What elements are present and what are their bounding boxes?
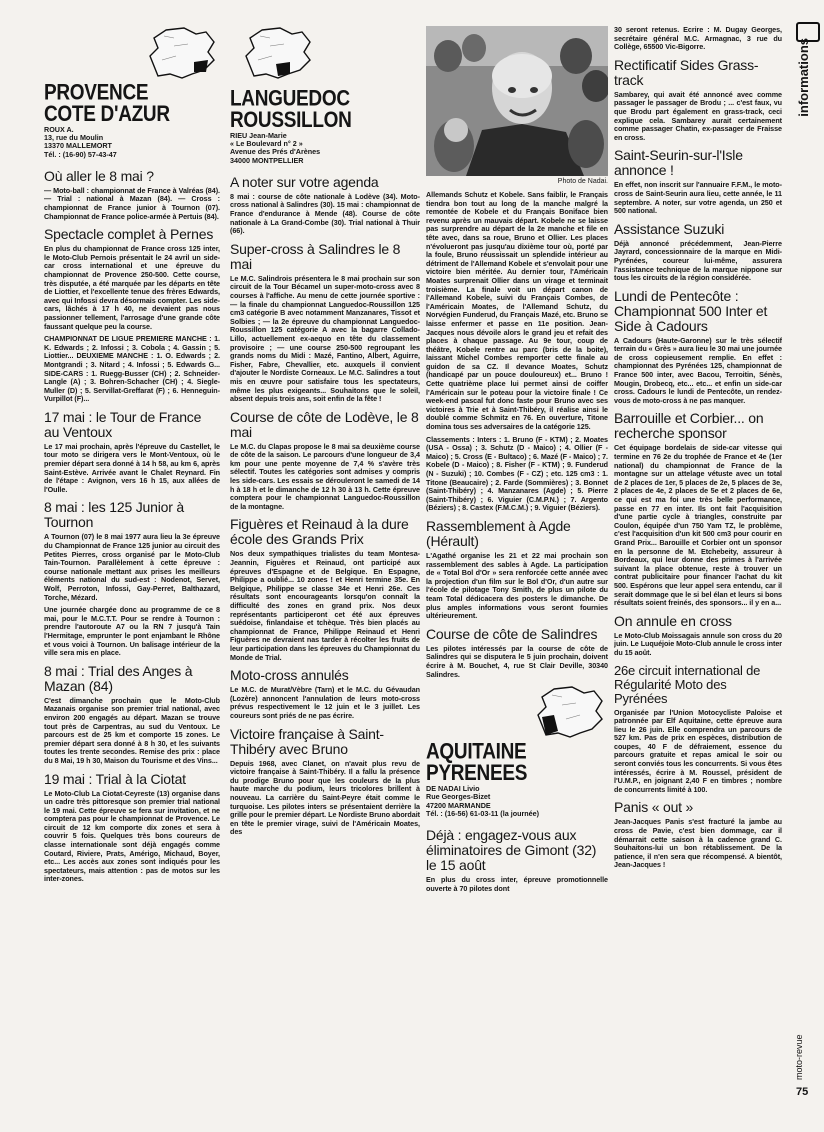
- article-heading: Spectacle complet à Pernes: [44, 226, 214, 243]
- article-text: Nos deux sympathiques trialistes du team Montesa-Jeannin, Figuères et Reinaud, ont participé aux épreuves d'Espagne et de Belgique. En Espagne, Philippe a oublié... 10 zones ! et Henri termine 35e. En Belgique, Philippe se classe 34e et Henri 26e. Ces résultats sont encourageants lorsqu'on connaît la difficulté des zones en grand prix. Nos deux représentants participeront cet été aux épreuves suédoise, finlandaise et tchèque. Très bien placés au championnat de France, Philippe Reinaud et Henri Figuères ne devraient nas tarder à récolter les fruits de leur participation dans les épreuves du Championnat du Monde de Trial.: [230, 549, 420, 662]
- article-text: Le M.C. Salindrois présentera le 8 mai prochain sur son circuit de la Tour Bécamel un super-moto-cross avec 8 courses à l'affiche. Au menu de cette journée sportive : — la finale du championnat Languedoc-Roussillon 125 cm3 catégorie B avec notamment Manzanares, Tissot et Solbies ; — la 2e épreuve du championnat Languedoc-Roussillon 125 catégorie A avec la bagarre Collado-Lillo, actuellement ex-aequo en tête du classement provisoire ; — une course 250-500 regroupant les grands noms du Midi : Mazé, Fantino, Albert, Aguirre, Fisher, Fabre, Chevallier, etc. auxquels il convient d'ajouter le Nordiste Corneaux. Le M.C. Salindres a tout mis en œuvre pour satisfaire tous les spectateurs, même les plus exigeants... Souhaitons que le soleil, absent depuis trois ans, soit enfin de la fête !: [230, 273, 420, 404]
- correspondent-contact: ROUX A. 13, rue du Moulin 13370 MALLEMORT Tél. : (16-90) 57-43-47: [44, 125, 117, 159]
- results-text: Classements : Inters : 1. Bruno (F - KTM) ; 2. Moates (USA - Ossa) ; 3. Schutz (D - Maico) ; 4. Ollier (F - Maico) ; 5. Cross (E - Bultaco) ; 6. Mazé (F - Maico) ; 7. Kobele (D - Maico) ; 8. Fisher (F - KTM) ; 9. Funderud (N - Suzuki) ; 10. Combes (F - CZ) ; etc. 125 cm3 : 1. Titone (Beaucaire) ; 2. Farde (Sommières) ; 3. Bonnet (Saint-Thibéry) ; 4. Manzanares (Agde) ; 5. Pierre (Saint-Thibéry) ; 6. Viguier (C.M.P.N.) ; 7. Argento (Béziers) ; 8. Castex (F.M.C.M.) ; 9. Viguier (Béziers).: [426, 434, 608, 513]
- article-heading: 26e circuit international de Régularité Moto des Pyrénées: [614, 662, 761, 706]
- article-heading: Déjà : engagez-vous aux éliminatoires de Gimont (32) le 15 août: [426, 826, 597, 873]
- column-center: [426, 26, 608, 897]
- page-sidebar: [792, 20, 820, 1110]
- article-heading: Rectificatif Sides Grass-track: [614, 56, 759, 88]
- article-text: A Tournon (07) le 8 mai 1977 aura lieu la 3e épreuve du Championnat de France 125 junior au circuit des Petites Pierres, cross organisé par le Moto-Club Tain-Tournon. Parallèlement à cette épreuve : course nationale mettant aux prises les meilleurs éléments national du sud-est : Nodenot, Servet, Wolf, Perroton, Infossi, Gay-Perret, Balthazard, Torche, Mézard.: [44, 532, 220, 602]
- article-text: Le 17 mai prochain, après l'épreuve du Castellet, le tour moto se dirigera vers le Mont-Ventoux, où le premier départ sera donné à 14 h 58, au km 6, après Saint-Estève. Arrivée avant le Chalet Reynard. Fin de l'étape : Avignon, vers 16 h 15, aux allées de l'Oulle.: [44, 441, 220, 494]
- france-map-aquitaine-icon: [532, 685, 608, 739]
- article-text: Le M.C. de Murat/Vèbre (Tarn) et le M.C. du Gévaudan (Lozère) annoncent l'annulation de leurs moto-cross prévus respectivement le 12 juin et le 3 juillet. Les coureurs sont priés de ne pas écrire.: [230, 685, 420, 720]
- article-heading: Barrouille et Corbier... on recherche sponsor: [614, 410, 764, 442]
- region-heading: LANGUEDOC ROUSSILLON: [230, 86, 352, 133]
- article-text: A Cadours (Haute-Garonne) sur le très sélectif terrain du « Grès » aura lieu le 30 mai une journée de cross copieusement remplie. En effet : championnat des Pyrénées 125, championnat de France 500 inter, avec Bacou, Terroitin, Sénès, Mougin, Drobecq, etc... etc... et enfin un side-car cross. Cadours le lundi de Pentecôte, un rendez-vous de moto-cross à ne pas manquer.: [614, 335, 782, 405]
- column-provence: [44, 26, 220, 888]
- article-text: En effet, non inscrit sur l'annuaire F.F.M., le moto-cross de Saint-Seurin aura lieu, cette année, le 11 septembre. A noter, sur votre agenda, un 250 et 500 national.: [614, 180, 782, 216]
- article-heading: Super-cross à Salindres le 8 mai: [230, 240, 401, 272]
- article-heading: Assistance Suzuki: [614, 220, 725, 237]
- article-heading: Course de côte de Salindres: [426, 625, 598, 642]
- article-text: Jean-Jacques Panis s'est fracturé la jambe au cross de Pavie, c'est bien dommage, car il démarrait cette saison à la cadence grand C. Souhaitons-lui un bon rétablissement. De la patience, il n'en sera que récompensé. A bientôt, Jean-Jacques !: [614, 817, 782, 870]
- article-text: — Moto-ball : championnat de France à Valréas (84). — Trial : national à Mazan (84). — Cross : championnat de France junior à Tournon (07). Championnat de France police-armée à Pertuis (84).: [44, 185, 220, 221]
- region-heading: PROVENCE COTE D'AZUR: [44, 80, 170, 127]
- article-heading: Panis « out »: [614, 799, 694, 816]
- page-footer: [794, 1010, 818, 1106]
- article-heading: Victoire française à Saint-Thibéry avec Bruno: [230, 725, 384, 757]
- article-text: L'Agathé organise les 21 et 22 mai prochain son rassemblement des sables à Agde. La participation de « Total Bol d'Or » sera renforcée cette année avec la projection d'un film sur le Bol d'Or, d'un autre sur l'école de pilotage Tony Smith, de plus un pilote du team Total dédicacera des posters le dimanche. De plus amples informations vous seront fournies ultérieurement.: [426, 550, 608, 621]
- rider-photo: [426, 26, 608, 176]
- article-heading: Où aller le 8 mai ?: [44, 167, 154, 184]
- article-heading: Lundi de Pentecôte : Championnat 500 Inter et Side à Cadours: [614, 287, 768, 334]
- article-text: Une journée chargée donc au programme de ce 8 mai, pour le M.C.T.T. Pour se rendre à Tournon : prendre l'autoroute A7 ou la RN 7 jusqu'à Tain l'Hermitage, emprunter le pont enjambant le Rhône et vous voici à Tournon. Un balisage intérieur de la ville sera mis en place.: [44, 605, 220, 658]
- france-map-languedoc-icon: [240, 26, 316, 80]
- region-heading: AQUITAINE PYRENEES: [426, 739, 528, 786]
- section-label: informations: [796, 38, 811, 117]
- article-text: Depuis 1968, avec Clanet, on n'avait plus revu de victoire française à Saint-Thibéry. Il a fallu la présence du prodige Bruno pour que les couleurs de la plus haute marche du podium, leurs tricolores brillent à nouveau. La carrière du Saint-Peyre était comme le turquoise. Les pilotes inters se présentaient derrière la grille pour le premier départ. Le Nordiste Bruno abordait en tête le premier virage, suivi de l'Américain Moates, des: [230, 758, 420, 837]
- article-heading: Moto-cross annulés: [230, 667, 349, 684]
- article-text: Cet équipage bordelais de side-car vitesse qui termine en 76 2e du trophée de France et 4e (1er national) du championnat de France de la montagne sur un attelage vétuste avec un total de 2 places de 1er, 5 places de 2e, 5 places de 3e, 2 places de 4e, 2 places de 5e et 2 places de 6e, ce qui est ma foi une très belle performance, passe en 77 en inter. Ils ont fait l'acquisition d'une partie cycle à triangles, construite par Coulon, équipée d'un 750 Yam TZ, le problème, c'est l'acquisition d'un kit 500 cm3 pour courir en Grand Prix... Barouille et Corbier ont un sponsor en la personne de M. Etchebeity, assureur à Bordeaux, qui leur donne des primes à l'arrivée suivant la place obtenue, reste à trouver un contrat publicitaire pour financer l'achat du kit 500. Espérons que leur appel sera entendu, car il serait dommage que le si bel élan et leurs si bons résultats soient freinés, des sponsors... il y en a...: [614, 443, 782, 608]
- correspondent-contact: RIEU Jean-Marie « Le Boulevard n° 2 » Avenue des Prés d'Arènes 34000 MONTPELLIER: [230, 131, 321, 165]
- article-heading: Saint-Seurin-sur-l'Isle annonce !: [614, 147, 743, 179]
- article-text: C'est dimanche prochain que le Moto-Club Mazanais organise son premier trial national, avec environ 200 engagés au départ. Mazan se trouve tout près de Carpentras, au sud du Ventoux. Le parcours est de 25 km et comporte 15 zones. Le premier départ sera donné à 8 h 30, et les suivants toutes les trente secondes. Remise des prix : place du 8 Mai, 19 h 30, Maison du Tourisme et des Vins...: [44, 695, 220, 765]
- article-text: En plus du championnat de France cross 125 inter, le Moto-Club Pernois présentait le 24 avril un side-car cross international et une épreuve du championnat de Provence 250-500. Cette course, très disputée, a été marquée par les départs en tête de Liottier, et l'excellente tenue des frères Edwards, avec qui Infossi devra désormais compter. Les side-cars, lâchés à 17 h 40, ne devaient pas nous passionner tellement, l'arrosage d'une grande côte faussant quelque peu la course.: [44, 244, 220, 331]
- article-heading: Rassemblement à Agde (Hérault): [426, 517, 571, 549]
- section-tab: [796, 38, 818, 228]
- france-map-provence-icon: [144, 26, 220, 80]
- article-heading: Course de côte de Lodève, le 8 mai: [230, 408, 419, 440]
- article-text: 30 seront retenus. Ecrire : M. Dugay Georges, secrétaire général M.C. Armagnac, 3 rue du Collège, 65500 Vic-Bigorre.: [614, 26, 782, 52]
- article-text: Organisée par l'Union Motocycliste Paloise et patronnée par Elf Aquitaine, cette épreuve aura lieu le 26 juin. Elle comprendra un parcours de 527 km. Pas de prix en espèces, distribution de coupes, 40 F de défraiement, essence du parcours gratuite et repas amical le soir ou seront conviés tous les concurrents. Si vous êtes intéressés, écrire à M. Roussel, président de l'U.M.P., en joignant 2,40 F en timbres ; nombre de concurrents limité à 100.: [614, 707, 782, 794]
- page-number: 75: [796, 1086, 809, 1098]
- article-text: En plus du cross inter, épreuve promotionnelle ouverte à 70 pilotes dont: [426, 874, 608, 893]
- article-heading: 19 mai : Trial à la Ciotat: [44, 770, 186, 787]
- magazine-name: moto-revue: [794, 1034, 804, 1080]
- photo-caption: Photo de Nadai.: [557, 178, 608, 185]
- article-text: 8 mai : course de côte nationale à Lodève (34). Moto-cross national à Salindres (30). 15 mai : championnat de France d'endurance à Mende (48). Course de côte nationale à La Grand-Combe (30). Trial national à Thuir (66).: [230, 191, 420, 236]
- article-text: Déjà annoncé précédemment, Jean-Pierre Jayrard, concessionnaire de la marque en Midi-Pyrénées, coureur lui-même, assurera l'assistance technique de la marque nippone sur tous les circuits de la région considérée.: [614, 238, 782, 283]
- article-text: Allemands Schutz et Kobele. Sans faiblir, le Français tiendra bon tout au long de la manche malgré la remontée de Kobele et du Français Boniface bien revenu après un mauvais départ. Kobele ne se laisse pas surprendre au départ de la 2e manche et file en tête avec, dans sa roue, Bruno et Ollier. Les places n'évolueront pas jusqu'au dixième tour où, porté par la foule, Bruno réussissait un splendide intérieur au détriment de l'Allemand Kobele et s'envolait pour une victoire bien méritée. Au dernier tour, l'Américain Moates surprenait Ollier dans un virage et terminait troisième. La finale voit un départ canon de l'Allemand Kobele, suivi du Français Combes, de l'Américain Moates, de l'Allemand Schutz, du Norvégien Funderud, du Français Mazé, etc. Bruno se laisse enfermer et passe en 11e position. Jean-Jacques nous dévoile alors le grand jeu et refait des places à chaque passage. Au 9e tour, coup de théâtre, Kobele rentre au parc (bris de la boite), laissant Michel Combes remporter cette finale au guidon de sa CZ. Il devance Moates, Schutz (handicapé par un pouce douloureux) et... Bruno ! Cette quatrième place lui permet ainsi de coiffer l'Américain sur le poteau pour la victoire finale ! Ce week-end pascal fut donc faste pour Bruno avec ses victoires à Trie et à Saint-Thibéry, il réalise ainsi le doublé comme Schmitz en 76. En ouverture, Titone domina tous ses adversaires de la catégorie 125.: [426, 190, 608, 432]
- article-heading: 8 mai : Trial des Anges à Mazan (84): [44, 662, 193, 694]
- article-text: Les pilotes intéressés par la course de côte de Salindres qui se disputera le 5 juin prochain, doivent écrire à M. Bouchet, 4, rue St Clair Deville, 30340 Salindres.: [426, 643, 608, 679]
- column-right: [614, 26, 782, 874]
- column-languedoc: [230, 26, 420, 841]
- correspondent-contact: DE NADAI Livio Rue Georges-Bizet 47200 MARMANDE Tél. : (16-56) 61-03-11 (la journée): [426, 784, 540, 818]
- article-heading: On annule en cross: [614, 612, 732, 629]
- article-heading: 8 mai : les 125 Junior à Tournon: [44, 499, 184, 531]
- results-text: CHAMPIONNAT DE LIGUE PREMIERE MANCHE : 1. K. Edwards ; 2. Infossi ; 3. Cobola ; 4. Gassin ; 5. Liottier... DEUXIEME MANCHE : 1. O. Edwards ; 2. Montgrandi ; 3. Nitard ; 4. Infossi ; 5. Edwards G... SIDE-CARS : 1. Ruegg-Busser (CH) ; 2. Schneider-Langle (A) ; 3. Bohren-Schacher (CH) ; 4. Siegle-Muller (D) ; 5. Servillat-Greffarat (F) ; 6. Henneguin-Vurpillot (F)...: [44, 334, 220, 404]
- article-heading: A noter sur votre agenda: [230, 173, 379, 190]
- article-text: Le Moto-Club Moissagais annule son cross du 20 juin. Le Luquéjoie Moto-Club annule le cross inter du 15 août.: [614, 630, 782, 657]
- article-text: Le Moto-Club La Ciotat-Ceyreste (13) organise dans un cadre très pittoresque son premier trial national le 19 mai. Cette épreuve se fera sur invitation, et ne comptera pas pour le championnat de Provence. Le circuit de 12 km comporte dix zones et sera à couvrir 5 fois. Quelques très bons coureurs de classe internationale sont déjà engagés comme Coutard, Riviere, Prats, Amérigo, Michaud, Boyer, etc... Les accès aux zones sont indiqués pour les spectateurs, mais attention : pas de motos sur les inter-zones.: [44, 788, 220, 884]
- article-heading: Figuères et Reinaud à la dure école des Grands Prix: [230, 516, 409, 548]
- article-heading: 17 mai : le Tour de France au Ventoux: [44, 408, 202, 440]
- article-text: Le M.C. du Clapas propose le 8 mai sa deuxième course de côte de la saison. Le parcours d'une longueur de 3,4 km pour une pente moyenne de 7,4 % s'avère très sélectif. Toutes les catégories sont admises y compris les side-cars. Les essais se dérouleront le samedi de 14 h à 18 h et le dimanche de 12 h 30 à 13 h. Cette épreuve comptera pour le championnat Languedoc-Roussillon de la montagne.: [230, 441, 420, 511]
- article-text: Sambarey, qui avait été annoncé avec comme passager le passager de Brodu ; ... c'est faux, vu que Brodu part également en grass-track, ceci explique cela. Sambarey aurait certainement comme passager Chatin, ex-passager de Fraisse en cross.: [614, 89, 782, 142]
